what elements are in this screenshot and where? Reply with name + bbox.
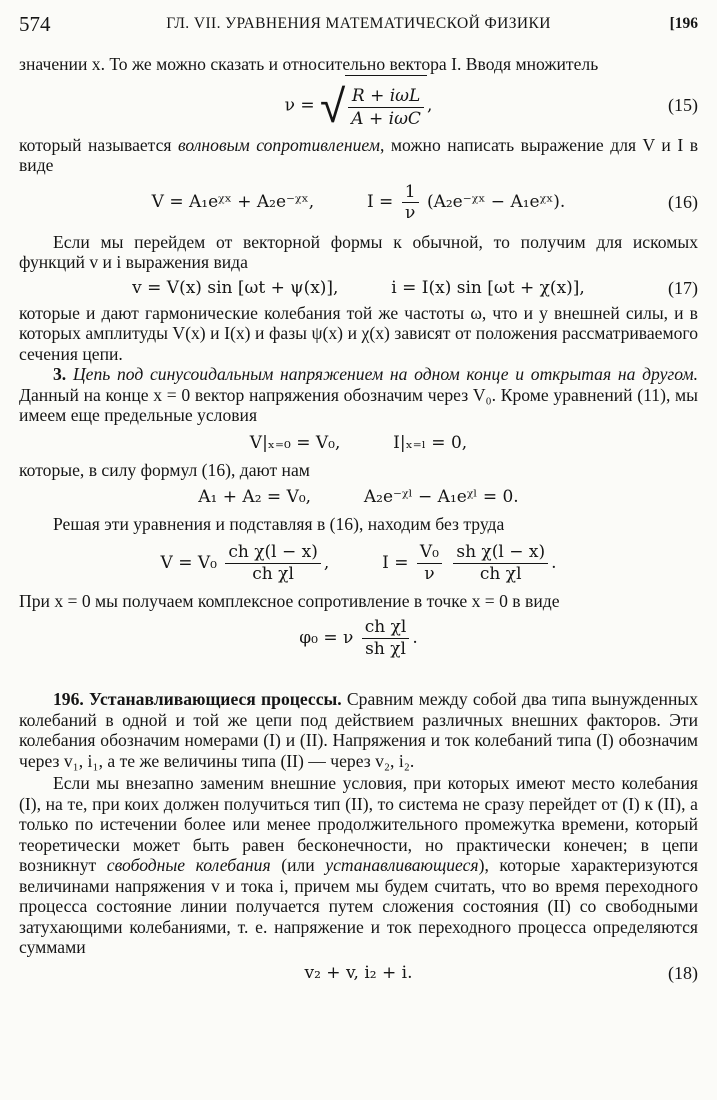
boundary-conditions: [19, 426, 698, 460]
eq15-fraction: [348, 86, 424, 129]
sol-i-coef-den: ν: [424, 563, 435, 584]
eq17-right: i = I(x) sin [ωt + χ(x)],: [391, 277, 585, 298]
radical-sign: √: [320, 78, 346, 133]
eq15-tail: ,: [426, 95, 433, 115]
impedance-equation: [19, 611, 698, 665]
term-free-oscillations: свободные колебания: [106, 855, 271, 875]
equation-15: [19, 75, 698, 135]
eq15-number: (15): [668, 94, 698, 115]
eq15-numerator: R + iωL: [348, 86, 424, 108]
p5-text: Данный на конце x = 0 вектор напряжения обозначим через V₀. Кроме уравнений (11), мы имеем еще предельные условия: [19, 384, 698, 425]
paragraph-3: Если мы перейдем от векторной формы к обычной, то получим для искомых функций v и i выражения вида: [19, 231, 698, 272]
phi-denominator: sh χl: [365, 639, 406, 659]
p2-text-b: , можно написать выражение для V и I в виде: [19, 134, 699, 175]
solution-equations: [19, 535, 698, 591]
section-196-paragraph-1: [19, 689, 698, 771]
paragraph-2: [19, 135, 698, 176]
paragraph-7: Решая эти уравнения и подставляя в (16), находим без труда: [53, 514, 505, 534]
sol-v-tail: ,: [323, 552, 330, 573]
phi-tail: .: [412, 628, 418, 648]
eq17-number: (17): [668, 277, 698, 298]
paragraph-6: которые, в силу формул (16), дают нам: [19, 459, 310, 480]
term-transient: устанавливающиеся: [325, 855, 479, 875]
sol-i-coef: [417, 543, 442, 584]
paragraph-5: [19, 364, 698, 426]
eq15-denominator: A + iωC: [351, 108, 421, 129]
eq15-lhs: ν =: [284, 95, 315, 115]
radicand: [345, 75, 427, 137]
sqrt-expression: [320, 75, 427, 137]
eq16-mid: I =: [366, 191, 394, 212]
eq16-denominator: ν: [404, 202, 416, 223]
sol-i-coef-num: V₀: [417, 543, 442, 564]
sol-v-denominator: ch χl: [252, 563, 294, 584]
sol-i-tail: .: [551, 552, 557, 573]
phi-numerator: ch χl: [362, 618, 410, 639]
section-196-paragraph-2: [19, 773, 698, 958]
equation-16: [19, 178, 698, 226]
term-wave-impedance: волновым сопротивлением: [178, 134, 380, 155]
sol-i-numerator: sh χ(l − x): [453, 543, 548, 564]
running-title: ГЛ. VII. УРАВНЕНИЯ МАТЕМАТИЧЕСКОЙ ФИЗИКИ: [166, 15, 551, 32]
bc-right: I|ₓ₌ₗ = 0,: [393, 432, 468, 453]
section-marker: [196: [669, 15, 698, 32]
item-number: 3.: [53, 364, 67, 384]
equation-17: [19, 273, 698, 303]
sol-v-numerator: ch χ(l − x): [225, 543, 321, 564]
paragraph-4: которые и дают гармонические колебания той же частоты ω, что и у внешней силы, и в которых амплитуды V(x) и I(x) и фазы ψ(x) и χ(x) зависят от положения рассматриваемого сечения цепи.: [19, 302, 698, 364]
eq16-numerator: 1: [402, 183, 419, 203]
page-number: 574: [19, 12, 51, 36]
paragraph-1: значении x. То же можно сказать и относительно вектора I. Вводя множитель: [19, 54, 599, 74]
equation-18: [19, 958, 698, 988]
sol-i-lhs: I =: [382, 552, 409, 573]
bc-left: V|ₓ₌₀ = V₀,: [249, 432, 341, 453]
running-header: [19, 12, 698, 38]
eq18-expression: v₂ + v, i₂ + i.: [304, 962, 413, 983]
item-title: Цепь под синусоидальным напряжением на одном конце и открытая на другом.: [72, 364, 698, 384]
sol-i-denominator: ch χl: [479, 563, 522, 584]
sol-v-lhs: V = V₀: [160, 552, 217, 573]
page-body: [19, 54, 698, 988]
sol-v-fraction: [225, 543, 321, 584]
sol-i-fraction: [453, 543, 548, 584]
phi-lhs: φ₀ = ν: [299, 628, 354, 648]
paragraph-8: При x = 0 мы получаем комплексное сопротивление в точке x = 0 в виде: [19, 590, 560, 611]
eq16-left: V = A₁eᵡˣ + A₂e⁻ᵡˣ,: [151, 191, 315, 212]
s196-p2-c: ), которые характеризуются величинами напряжения v и тока i, причем мы будем считать, что во время переходного процесса состояние линии получается путем сложения состояния (II) со свободными затухающими колебаниями, т. е. напряжение и ток переходного процесса определяются суммами: [19, 855, 698, 957]
phi-fraction: [362, 618, 410, 659]
eqa-left: A₁ + A₂ = V₀,: [198, 487, 312, 507]
s196-p2-a: Если мы внезапно заменим внешние условия, при которых имеют место колебания (I), на те, при коих должен получиться тип (II), то система не сразу перейдет от (I) к (II), а только по истечении более или менее продолжительного промежутка времени, который теоретически может быть равен бесконечности, но практически конечен; в цепи возникнут: [19, 773, 698, 875]
eq17-left: v = V(x) sin [ωt + ψ(x)],: [132, 277, 339, 298]
eq16-right: (A₂e⁻ᵡˣ − A₁eᵡˣ).: [426, 191, 566, 212]
eqa-right: A₂e⁻ᵡˡ − A₁eᵡˡ = 0.: [363, 487, 519, 507]
section-196-text-1: Сравним между собой два типа вынужденных колебаний в одной и той же цепи под действием различных внешних факторов. Эти колебания обозначим номерами (I) и (II). Напряжения и ток колебаний типа (I) обозначим через v₁, i₁, а те же величины типа (II) — через v₂, i₂.: [19, 689, 698, 771]
section-196-title: 196. Устанавливающиеся процессы.: [53, 689, 342, 709]
s196-p2-b: (или: [270, 855, 326, 875]
p2-text-a: который называется: [19, 134, 178, 155]
eq18-number: (18): [668, 962, 698, 983]
equations-a: [19, 480, 698, 514]
eq16-fraction: [402, 183, 419, 222]
eq16-number: (16): [668, 191, 698, 212]
